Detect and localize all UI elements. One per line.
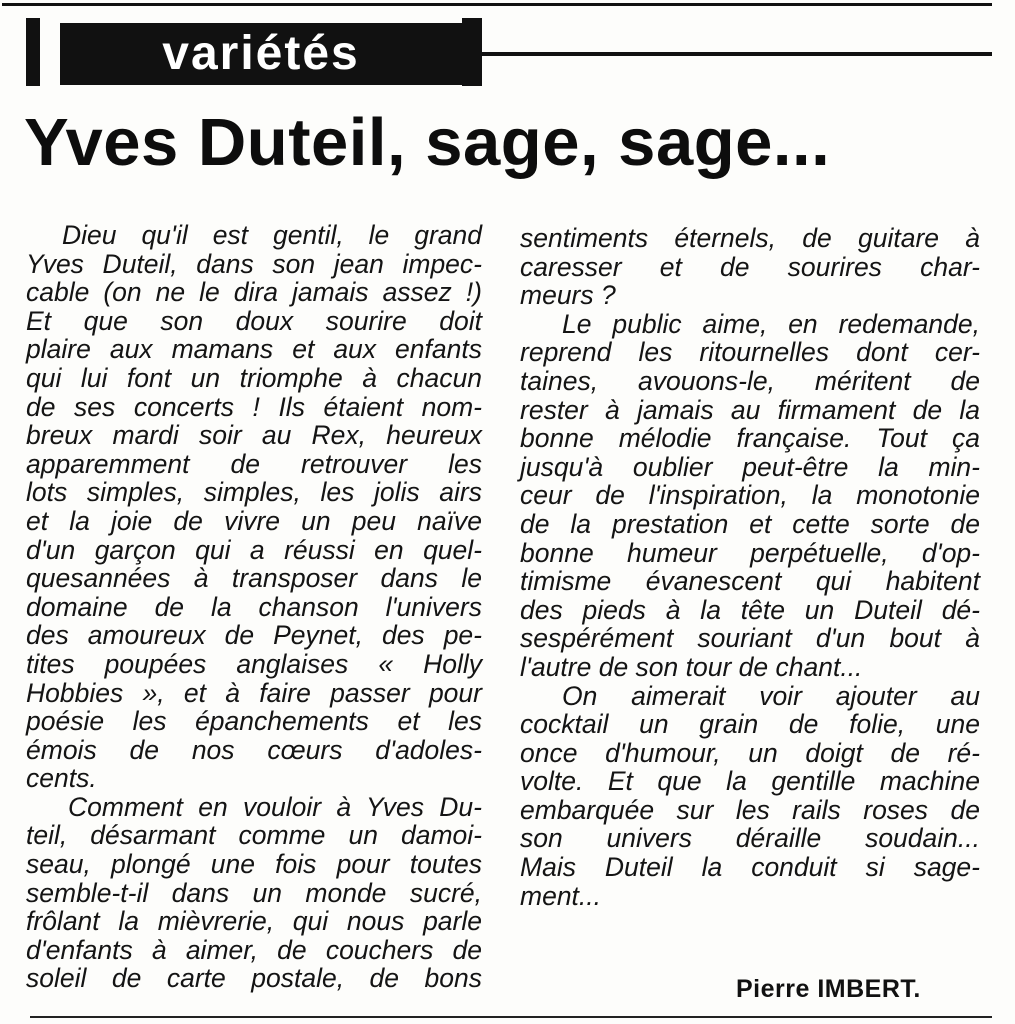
article-headline: Yves Duteil, sage, sage... (24, 105, 831, 180)
section-label: variétés (162, 27, 360, 80)
right-line-7: rester à jamais au firmament de la (520, 394, 980, 425)
right-line-20: volte. Et que la gentille machine (520, 766, 980, 797)
right-line-12: bonne humeur perpétuelle, d'op- (520, 537, 980, 568)
right-line-17: On aimerait voir ajouter au (562, 680, 980, 711)
right-line-18: cocktail un grain de folie, une (520, 709, 980, 740)
left-line-10: lots simples, simples, les jolis airs (26, 477, 482, 508)
left-line-19: émois de nos cœurs d'adoles- (26, 734, 482, 765)
bottom-rule (30, 1016, 992, 1018)
right-line-15: sespérément souriant d'un bout à (520, 623, 980, 654)
article-byline: Pierre IMBERT. (736, 975, 921, 1003)
left-line-5: plaire aux mamans et aux enfants (26, 334, 482, 365)
right-line-2: caresser et de sourires char- (520, 251, 980, 282)
left-line-24: semble-t-il dans un monde sucré, (26, 877, 482, 908)
right-line-23: Mais Duteil la conduit si sage- (520, 852, 980, 883)
right-line-6: taines, avouons-le, méritent de (520, 365, 980, 396)
left-line-3: cable (on ne le dira jamais assez !) (26, 277, 482, 308)
right-line-9: jusqu'à oublier peut-être la min- (520, 451, 980, 482)
left-line-27: soleil de carte postale, de bons (26, 963, 482, 994)
left-line-15: des amoureux de Peynet, des pe- (26, 620, 482, 651)
left-line-22: teil, désarmant comme un damoi- (26, 820, 482, 851)
left-line-6: qui lui font un triomphe à chacun (26, 362, 482, 393)
right-line-10: ceur de l'inspiration, la monotonie (520, 480, 980, 511)
left-line-23: seau, plongé une fois pour toutes (26, 849, 482, 880)
left-line-16: tites poupées anglaises « Holly (26, 648, 482, 679)
left-line-21: Comment en vouloir à Yves Du- (68, 791, 482, 822)
left-line-11: et la joie de vivre un peu naïve (26, 505, 482, 536)
right-line-24: ment... (520, 880, 602, 911)
right-line-13: timisme évanescent qui habitent (520, 566, 980, 597)
section-header-rule (482, 52, 992, 56)
left-line-7: de ses concerts ! Ils étaient nom- (26, 391, 482, 422)
left-line-1: Dieu qu'il est gentil, le grand (62, 220, 482, 250)
section-header-left-bar (26, 18, 40, 86)
left-line-12: d'un garçon qui a réussi en quel- (26, 534, 482, 565)
left-line-17: Hobbies », et à faire passer pour (26, 677, 482, 708)
right-line-11: de la prestation et cette sorte de (520, 508, 980, 539)
article-right-column (520, 224, 980, 910)
left-line-20: cents. (26, 763, 97, 794)
top-rule (2, 3, 992, 6)
right-line-8: bonne mélodie française. Tout ça (520, 423, 980, 454)
right-line-21: embarquée sur les rails roses de (520, 794, 980, 825)
right-line-22: son univers déraille soudain... (520, 823, 980, 854)
left-line-13: quesannées à transposer dans le (26, 563, 482, 594)
left-line-8: breux mardi soir au Rex, heureux (26, 420, 482, 451)
left-line-25: frôlant la mièvrerie, qui nous parle (26, 906, 482, 937)
right-line-4: Le public aime, en redemande, (562, 308, 980, 339)
left-line-14: domaine de la chanson l'univers (26, 591, 482, 622)
section-header-right-bar (462, 18, 482, 86)
left-line-4: Et que son doux sourire doit (26, 305, 482, 336)
left-line-26: d'enfants à aimer, de couchers de (26, 934, 482, 965)
left-line-2: Yves Duteil, dans son jean impec- (26, 248, 482, 279)
right-line-3: meurs ? (520, 280, 616, 311)
right-line-16: l'autre de son tour de chant... (520, 651, 863, 682)
left-line-9: apparemment de retrouver les (26, 448, 482, 479)
right-line-1: sentiments éternels, de guitare à (520, 223, 980, 253)
right-line-19: once d'humour, un doigt de ré- (520, 737, 980, 768)
article-left-column (26, 221, 482, 993)
right-line-14: des pieds à la tête un Duteil dé- (520, 594, 980, 625)
left-line-18: poésie les épanchements et les (26, 706, 482, 737)
right-line-5: reprend les ritournelles dont cer- (520, 337, 980, 368)
